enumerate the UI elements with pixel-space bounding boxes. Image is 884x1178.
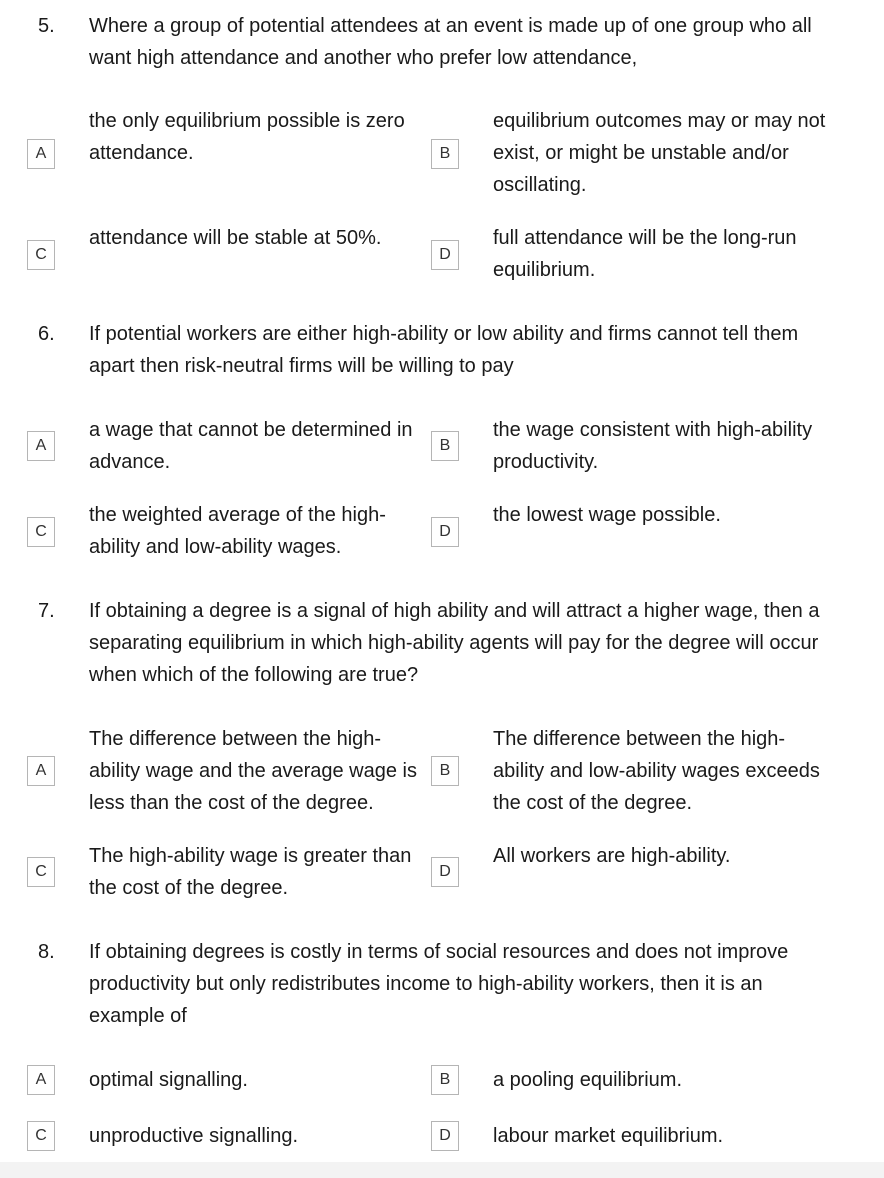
question-number: 8. <box>38 941 55 963</box>
page-footer-bar <box>0 1162 884 1178</box>
option-c-text[interactable]: the weighted average of the high-ability and low-ability wages. <box>89 504 386 558</box>
option-d-letter-box[interactable]: D <box>431 517 459 547</box>
option-b-text[interactable]: the wage consistent with high-ability productivity. <box>493 419 813 473</box>
option-b-letter-box[interactable]: B <box>431 139 459 169</box>
option-d-text[interactable]: full attendance will be the long-run equilibrium. <box>493 227 797 281</box>
question-text: Where a group of potential attendees at an event is made up of one group who all want high attendance and another who prefer low attendance, <box>89 15 812 69</box>
option-a-text[interactable]: the only equilibrium possible is zero attendance. <box>89 110 405 164</box>
option-d-letter-box[interactable]: D <box>431 240 459 270</box>
option-d-letter-box[interactable]: D <box>431 857 459 887</box>
question-text: If obtaining degrees is costly in terms of social resources and does not improve productivity but only redistributes income to high-ability workers, then it is an example of <box>89 941 789 1027</box>
option-c-text[interactable]: The high-ability wage is greater than the cost of the degree. <box>89 845 412 899</box>
option-b-text[interactable]: a pooling equilibrium. <box>493 1069 683 1091</box>
option-a-letter-box[interactable]: A <box>27 139 55 169</box>
option-a-letter-box[interactable]: A <box>27 431 55 461</box>
option-c-text[interactable]: unproductive signalling. <box>89 1125 299 1147</box>
question-text: If potential workers are either high-ability or low ability and firms cannot tell them apart then risk-neutral firms will be willing to pay <box>89 323 799 377</box>
option-a-letter-box[interactable]: A <box>27 756 55 786</box>
option-c-letter-box[interactable]: C <box>27 240 55 270</box>
option-b-letter-box[interactable]: B <box>431 431 459 461</box>
option-b-letter-box[interactable]: B <box>431 756 459 786</box>
option-c-text[interactable]: attendance will be stable at 50%. <box>89 227 382 249</box>
option-a-letter-box[interactable]: A <box>27 1065 55 1095</box>
question-text: If obtaining a degree is a signal of high ability and will attract a higher wage, then a separating equilibrium in which high-ability agents will pay for the degree will occur when which of the following are true? <box>89 600 820 686</box>
option-a-text[interactable]: The difference between the high-ability wage and the average wage is less than the cost of the degree. <box>89 728 417 814</box>
question-number: 5. <box>38 15 55 37</box>
option-c-letter-box[interactable]: C <box>27 1121 55 1151</box>
option-b-text[interactable]: The difference between the high-ability and low-ability wages exceeds the cost of the degree. <box>493 728 820 814</box>
question-number: 7. <box>38 600 55 622</box>
option-a-text[interactable]: a wage that cannot be determined in advance. <box>89 419 413 473</box>
option-a-text[interactable]: optimal signalling. <box>89 1069 248 1091</box>
option-b-text[interactable]: equilibrium outcomes may or may not exist, or might be unstable and/or oscillating. <box>493 110 826 196</box>
option-d-text[interactable]: labour market equilibrium. <box>493 1125 724 1147</box>
option-c-letter-box[interactable]: C <box>27 517 55 547</box>
option-d-text[interactable]: All workers are high-ability. <box>493 845 731 867</box>
option-d-letter-box[interactable]: D <box>431 1121 459 1151</box>
option-d-text[interactable]: the lowest wage possible. <box>493 504 721 526</box>
question-number: 6. <box>38 323 55 345</box>
option-b-letter-box[interactable]: B <box>431 1065 459 1095</box>
option-c-letter-box[interactable]: C <box>27 857 55 887</box>
